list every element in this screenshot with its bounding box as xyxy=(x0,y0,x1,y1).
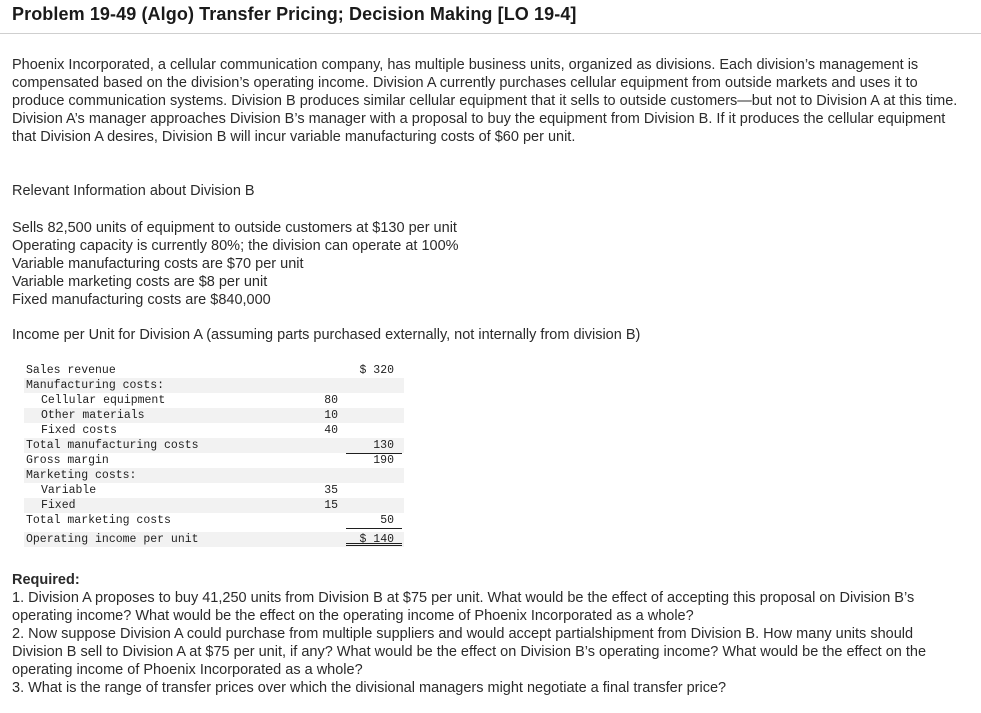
relevant-item: Variable manufacturing costs are $70 per unit xyxy=(12,256,304,272)
row-total: $ 320 xyxy=(359,364,394,377)
row-total: 190 xyxy=(373,454,394,467)
problem-title: Problem 19-49 (Algo) Transfer Pricing; Decision Making [LO 19-4] xyxy=(12,4,577,24)
relevant-item: Fixed manufacturing costs are $840,000 xyxy=(12,292,271,308)
row-label: Operating income per unit xyxy=(26,533,199,546)
row-label: Sales revenue xyxy=(26,364,116,377)
row-amount: 35 xyxy=(324,484,338,497)
income-heading: Income per Unit for Division A (assuming parts purchased externally, not internally from division B) xyxy=(12,327,641,343)
question-1: 1. Division A proposes to buy 41,250 units from Division B at $75 per unit. What would be the effect of accepting this proposal on Division B’s operating income? What would be the effect on the operating income of Phoenix Incorporated as a whole? xyxy=(12,590,915,624)
income-statement xyxy=(24,363,404,547)
row-other-materials xyxy=(24,408,404,423)
row-total: 130 xyxy=(346,438,402,454)
row-label: Marketing costs: xyxy=(26,469,137,482)
row-amount: 15 xyxy=(324,499,338,512)
row-gross-margin xyxy=(24,453,404,468)
row-mfg-header xyxy=(24,378,404,393)
relevant-info-heading: Relevant Information about Division B xyxy=(12,183,255,199)
row-label: Cellular equipment xyxy=(41,394,166,407)
row-sales-revenue xyxy=(24,363,404,378)
row-label: Total manufacturing costs xyxy=(26,439,199,452)
required-heading: Required: xyxy=(12,572,80,588)
row-mkt-header xyxy=(24,468,404,483)
relevant-item: Operating capacity is currently 80%; the division can operate at 100% xyxy=(12,238,459,254)
row-fixed-costs xyxy=(24,423,404,438)
row-total: $ 140 xyxy=(346,532,402,546)
question-3: 3. What is the range of transfer prices over which the divisional managers might negotiate a final transfer price? xyxy=(12,680,727,696)
row-operating-income xyxy=(24,532,404,547)
row-label: Manufacturing costs: xyxy=(26,379,165,392)
row-total: 50 xyxy=(346,513,402,529)
row-label: Total marketing costs xyxy=(26,514,171,527)
row-amount: 40 xyxy=(324,424,338,437)
row-label: Other materials xyxy=(41,409,145,422)
row-cellular-equipment xyxy=(24,393,404,408)
required-section xyxy=(12,571,967,697)
row-label: Fixed costs xyxy=(41,424,117,437)
row-amount: 80 xyxy=(324,394,338,407)
title-divider xyxy=(0,33,981,34)
relevant-info-list xyxy=(12,219,962,309)
relevant-item: Variable marketing costs are $8 per unit xyxy=(12,274,268,290)
row-label: Gross margin xyxy=(26,454,109,467)
question-2: 2. Now suppose Division A could purchase from multiple suppliers and would accept partialshipment from Division B. How many units should Division B sell to Division A at $75 per unit, if any? What would be the effect on Division B’s operating income? What would be the effect on the operating income of Phoenix Incorporated as a whole? xyxy=(12,626,927,678)
row-fixed xyxy=(24,498,404,513)
row-total-marketing xyxy=(24,513,404,528)
row-amount: 10 xyxy=(324,409,338,422)
intro-paragraph: Phoenix Incorporated, a cellular communication company, has multiple business units, organized as divisions. Each division’s management is compensated based on the division’s operating income. Division A currently purchases cellular equipment from outside markets and uses it to produce communication systems. Division B produces similar cellular equipment that it sells to outside customers—but not to Division A at this time. Division A’s manager approaches Division B’s manager with a proposal to buy the equipment from Division B. If it produces the cellular equipment that Division A desires, Division B will incur variable manufacturing costs of $60 per unit. xyxy=(12,57,958,145)
row-label: Variable xyxy=(41,484,97,497)
relevant-item: Sells 82,500 units of equipment to outside customers at $130 per unit xyxy=(12,220,457,236)
row-label: Fixed xyxy=(41,499,76,512)
row-variable xyxy=(24,483,404,498)
row-total-mfg xyxy=(24,438,404,453)
